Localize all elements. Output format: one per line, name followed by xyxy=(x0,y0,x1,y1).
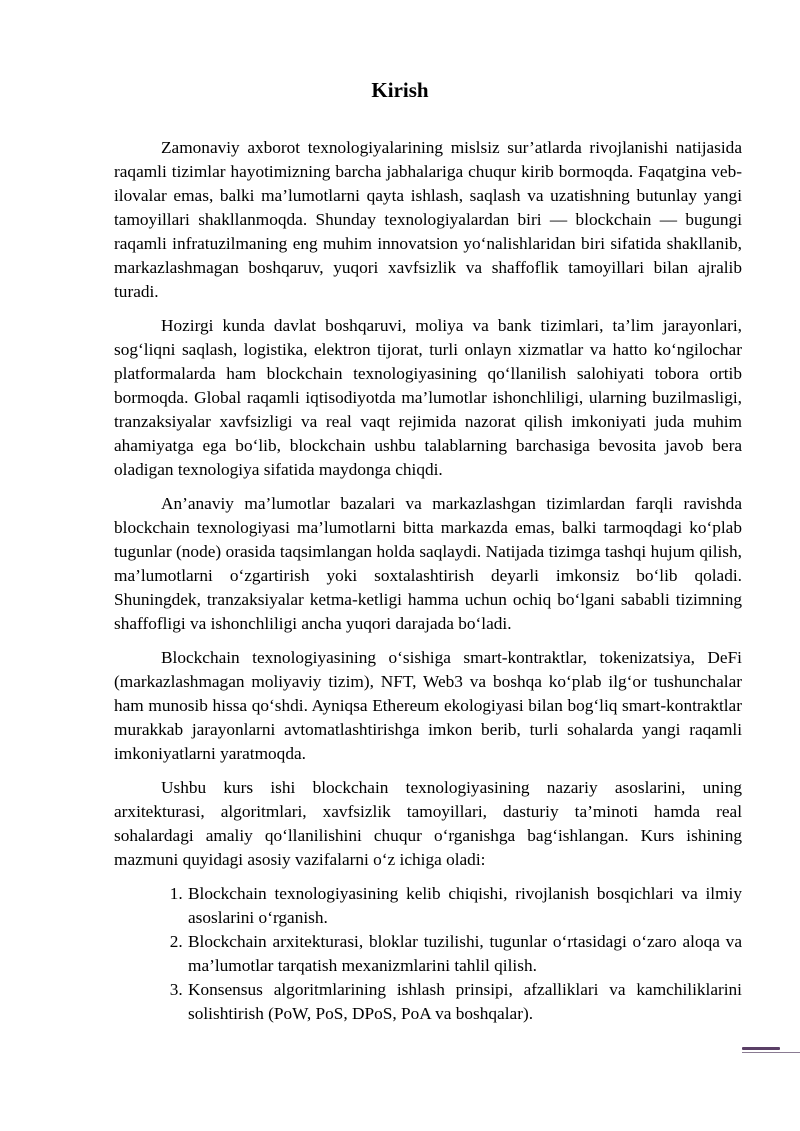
paragraph-intro: Zamonaviy axborot texnologiyalarining mislsiz sur’atlarda rivojlanishi natijasida raqamli tizimlar hayotimizning barcha jabhalariga chuqur kirib bormoqda. Faqatgina veb-ilovalar emas, balki ma’lumotlarni qayta ishlash, saqlash va uzatishning butunlay yangi tamoyillari shakllanmoqda. Shunday texnologiyalardan biri — blockchain — bugungi raqamli infratuzilmaning eng muhim innovatsion yo‘nalishlaridan biri sifatida shakllanib, markazlashmagan boshqaruv, yuqori xavfsizlik va shaffoflik tamoyillari bilan ajralib turadi. xyxy=(114,138,742,301)
paragraph-applications: Hozirgi kunda davlat boshqaruvi, moliya va bank tizimlari, ta’lim jarayonlari, sog‘liqni saqlash, logistika, elektron tijorat, turli onlayn xizmatlar va hatto ko‘ngilochar platformalarda ham blockchain texnologiyasining qo‘llanilish salohiyati tobora ortib bormoqda. Global raqamli iqtisodiyotda ma’lumotlar ishonchliligi, ularning buzilmasligi, tranzaksiyalar xavfsizligi va real vaqt rejimida nazorat qilish imkoniyati juda muhim ahamiyatga ega bo‘lib, blockchain ushbu talablarning barchasiga bevosita javob bera oladigan texnologiya sifatida maydonga chiqdi. xyxy=(114,316,742,479)
list-item: 1. Blockchain texnologiyasining kelib chiqishi, rivojlanish bosqichlari va ilmiy asoslarini o‘rganish. xyxy=(187,882,742,930)
paragraph-decentralization: An’anaviy ma’lumotlar bazalari va markazlashgan tizimlardan farqli ravishda blockchain texnologiyasi ma’lumotlarni bitta markazda emas, balki tarmoqdagi ko‘plab tugunlar (node) orasida taqsimlangan holda saqlaydi. Natijada tizimga tashqi hujum qilish, ma’lumotlarni o‘zgartirish yoki soxtalashtirish deyarli imkonsiz bo‘lib qoladi. Shuningdek, tranzaksiyalar ketma-ketligi hamma uchun ochiq bo‘lgani sababli tizimning shaffofligi va ishonchliligi ancha yuqori darajada bo‘ladi. xyxy=(114,494,742,633)
paragraph-course-goals: Ushbu kurs ishi blockchain texnologiyasining nazariy asoslarini, uning arxitekturasi, algoritmlari, xavfsizlik tamoyillari, dasturiy ta’minoti hamda real sohalardagi amaliy qo‘llanilishini chuqur o‘rganishga bag‘ishlangan. Kurs ishining mazmuni quyidagi asosiy vazifalarni o‘z ichiga oladi: xyxy=(114,778,742,869)
footer-rule xyxy=(742,1052,800,1053)
document-body xyxy=(114,136,742,1026)
list-item: 2. Blockchain arxitekturasi, bloklar tuzilishi, tugunlar o‘rtasidagi o‘zaro aloqa va ma’lumotlar tarqatish mexanizmlarini tahlil qilish. xyxy=(187,930,742,978)
list-item: 3. Konsensus algoritmlarining ishlash prinsipi, afzalliklari va kamchiliklarini solishtirish (PoW, PoS, DPoS, PoA va boshqalar). xyxy=(187,978,742,1026)
footer-accent-bar xyxy=(742,1047,780,1050)
paragraph-growth: Blockchain texnologiyasining o‘sishiga smart-kontraktlar, tokenizatsiya, DeFi (markazlashmagan moliyaviy tizim), NFT, Web3 va boshqa ko‘plab ilg‘or tushunchalar ham munosib hissa qo‘shdi. Ayniqsa Ethereum ekologiyasi bilan bog‘liq smart-kontraktlar murakkab jarayonlarni avtomatlashtirishga imkon berib, turli sohalarda yangi raqamli imkoniyatlarni yaratmoqda. xyxy=(114,648,742,763)
page-title: Kirish xyxy=(371,78,429,102)
tasks-list xyxy=(114,882,742,1026)
